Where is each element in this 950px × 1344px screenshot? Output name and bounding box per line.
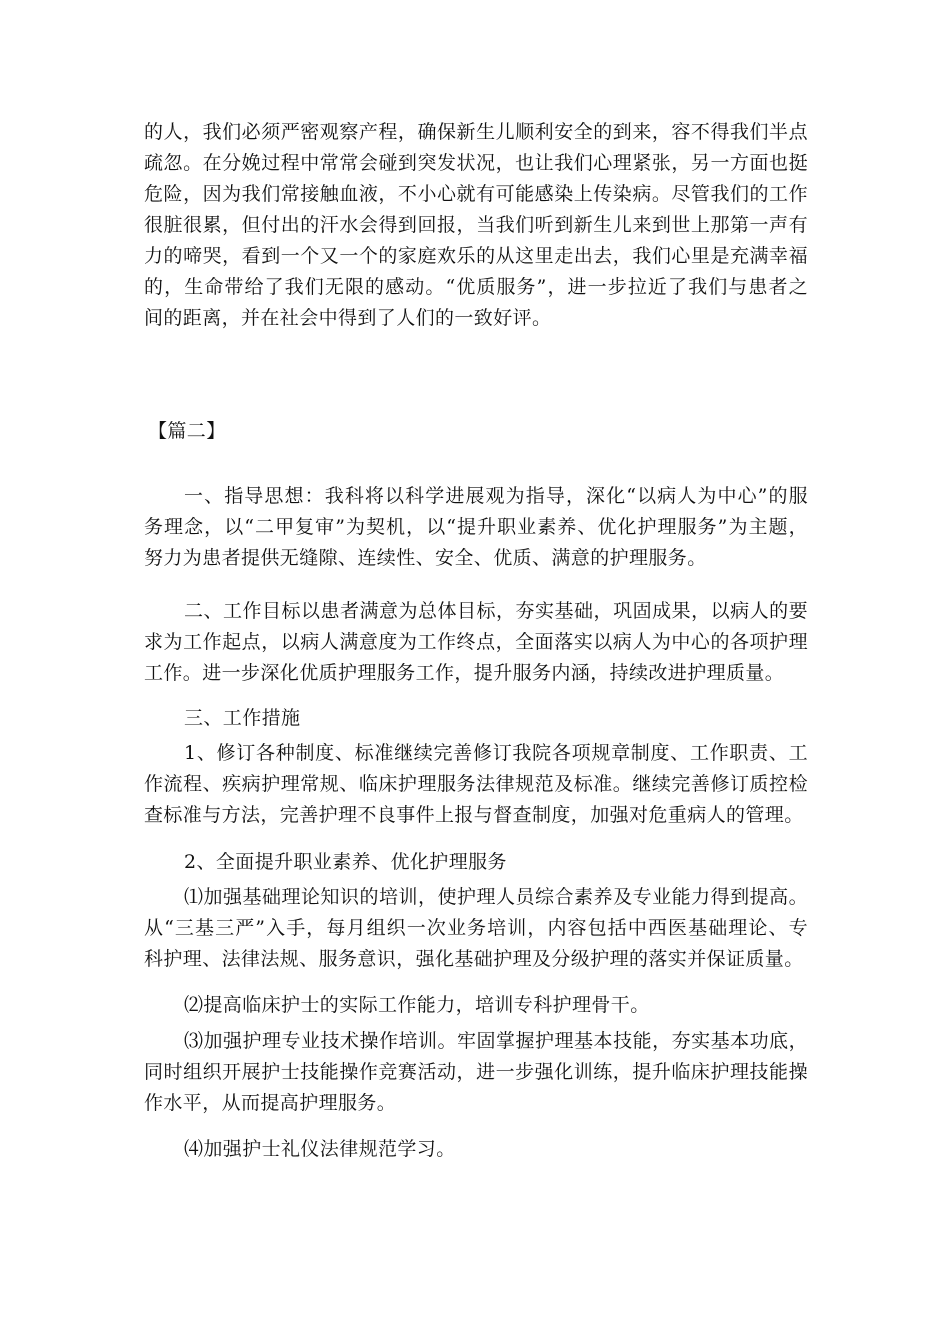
text-line: ⑶加强护理专业技术操作培训。牢固掌握护理基本技能，夯实基本功底，: [184, 1030, 808, 1052]
text-line: 务理念，以“二甲复审”为契机，以“提升职业素养、优化护理服务”为主题，: [144, 516, 808, 538]
paragraph-item-2: [144, 990, 808, 1021]
paragraph-item-3: [144, 1026, 808, 1119]
paragraph-revise-systems: [144, 738, 808, 831]
text-line: 求为工作起点，以病人满意度为工作终点，全面落实以病人为中心的各项护理: [144, 631, 808, 653]
paragraph-item-1: [144, 882, 808, 975]
text-line: 疏忽。在分娩过程中常常会碰到突发状况，也让我们心理紧张，另一方面也挺: [144, 152, 808, 174]
text-line: 科护理、法律法规、服务意识，强化基础护理及分级护理的落实并保证质量。: [144, 948, 804, 970]
text-line: 一、指导思想：我科将以科学进展观为指导，深化“以病人为中心”的服: [184, 485, 808, 507]
text-line: 努力为患者提供无缝隙、连续性、安全、优质、满意的护理服务。: [144, 547, 707, 569]
text-line: 2、全面提升职业素养、优化护理服务: [184, 851, 507, 873]
text-line: 很脏很累，但付出的汗水会得到回报，当我们听到新生儿来到世上那第一声有: [144, 214, 808, 236]
paragraph-item-4: [144, 1134, 808, 1165]
paragraph-improve-quality: [144, 847, 808, 878]
paragraph-measures-heading: [144, 703, 808, 734]
text-line: 间的距离，并在社会中得到了人们的一致好评。: [144, 307, 552, 329]
text-line: 二、工作目标以患者满意为总体目标，夯实基础，巩固成果，以病人的要: [184, 600, 808, 622]
text-line: 的人，我们必须严密观察产程，确保新生儿顺利安全的到来，容不得我们半点: [144, 121, 808, 143]
text-line: 查标准与方法，完善护理不良事件上报与督查制度，加强对危重病人的管理。: [144, 804, 804, 826]
text-line: 三、工作措施: [184, 707, 301, 729]
text-line: 危险，因为我们常接触血液，不小心就有可能感染上传染病。尽管我们的工作: [144, 183, 808, 205]
text-line: 工作。进一步深化优质护理服务工作，提升服务内涵，持续改进护理质量。: [144, 662, 785, 684]
text-line: 作水平，从而提高护理服务。: [144, 1092, 397, 1114]
section-heading: 【篇二】: [148, 420, 226, 442]
text-line: 1、修订各种制度、标准继续完善修订我院各项规章制度、工作职责、工: [184, 742, 808, 764]
paragraph-work-goal: [144, 596, 808, 689]
text-line: 作流程、疾病护理常规、临床护理服务法律规范及标准。继续完善修订质控检: [144, 773, 808, 795]
paragraph-guiding-principle: [144, 481, 808, 574]
text-line: ⑴加强基础理论知识的培训，使护理人员综合素养及专业能力得到提高。: [184, 886, 808, 908]
text-line: 的，生命带给了我们无限的感动。“优质服务”，进一步拉近了我们与患者之: [144, 276, 808, 298]
text-line: 从“三基三严”入手，每月组织一次业务培训，内容包括中西医基础理论、专: [144, 917, 808, 939]
text-line: ⑵提高临床护士的实际工作能力，培训专科护理骨干。: [184, 994, 650, 1016]
text-line: ⑷加强护士礼仪法律规范学习。: [184, 1138, 456, 1160]
paragraph-section1: [144, 117, 808, 334]
text-line: 同时组织开展护士技能操作竞赛活动，进一步强化训练，提升临床护理技能操: [144, 1061, 808, 1083]
text-line: 力的啼哭，看到一个又一个的家庭欢乐的从这里走出去，我们心里是充满幸福: [144, 245, 808, 267]
